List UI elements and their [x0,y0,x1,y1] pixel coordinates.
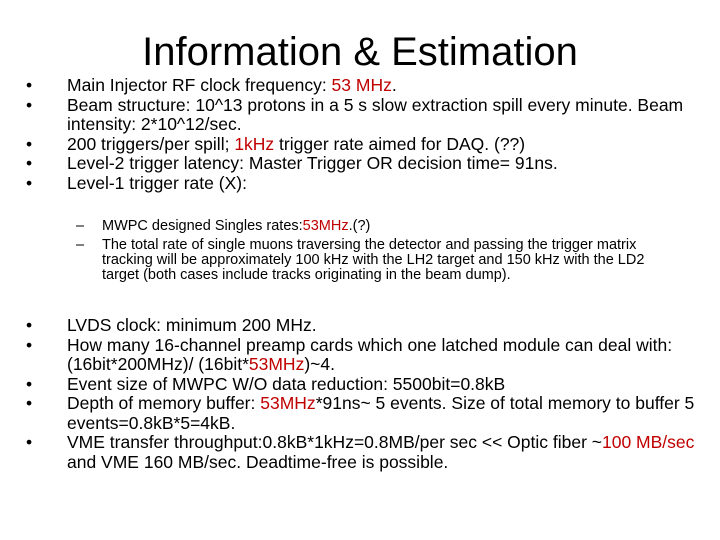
bullet-marker: • [26,315,33,335]
bullet-marker: • [26,334,33,355]
text-segment: Event size of MWPC W/O data reduction: 5500bit=0.8kB [67,373,506,394]
bullet-item [0,336,720,375]
text-segment: How many 16-channel preamp cards which one latched module can deal with: (16bit*200MHz)/ (16bit* [67,334,673,374]
bullet-text [67,134,525,154]
text-segment: MWPC designed Singles rates: [102,218,303,234]
sub-bullet-list [0,219,720,283]
text-segment: . [391,75,397,95]
text-segment: LVDS clock: minimum 200 MHz. [67,315,317,335]
bullet-item [0,96,720,135]
bullet-text [67,315,317,335]
highlight-value: 1kHz [234,133,275,154]
bullet-marker: • [26,172,33,193]
bullet-item [0,375,720,395]
bullet-text [67,75,397,95]
bullet-item [0,135,720,155]
bullet-marker: • [26,432,33,452]
sub-bullet-item [0,219,720,234]
bullet-marker: • [26,153,33,173]
text-segment: Beam structure: 10^13 protons in a 5 s slow extraction spill every minute. Beam intensity: 2*10^12/sec. [67,94,684,134]
bullet-item [0,394,720,433]
sub-bullet-marker: – [76,218,85,234]
highlight-value: 53MHz [302,218,349,234]
bullet-list-bottom [0,316,720,472]
bullet-text [67,393,694,433]
bullet-item [0,154,720,174]
bullet-text [67,153,558,173]
bullet-text [67,173,247,193]
slide-title: Information & Estimation [142,30,578,74]
bullet-list-top [0,76,720,193]
text-segment: trigger rate aimed for DAQ. (??) [274,133,526,154]
bullet-marker: • [26,75,33,95]
text-segment: 200 triggers/per spill; [67,133,235,154]
bullet-text [102,237,644,283]
bullet-marker: • [26,94,33,115]
text-segment: and VME 160 MB/sec. Deadtime-free is possible. [67,451,449,472]
highlight-value: 53MHz [260,393,316,413]
bullet-marker: • [26,133,33,154]
text-segment: *91ns~ 5 events. Size of total memory to buffer 5 events=0.8kB*5=4kB. [67,393,695,433]
text-segment: Main Injector RF clock frequency: [67,75,332,95]
highlight-value: 53 MHz [331,75,392,95]
bullet-text [67,432,694,472]
text-segment: VME transfer throughput:0.8kB*1kHz=0.8MB/per sec << Optic fiber ~ [67,432,602,452]
bullet-item [0,316,720,336]
text-segment: The total rate of single muons traversing the detector and passing the trigger matrix tracking will be approximately 100 kHz with the LH2 target and 150 kHz with the LD2 target (both cases include tracks originating in the beam dump). [102,237,645,283]
text-segment: Level-2 trigger latency: Master Trigger OR decision time= 91ns. [67,153,558,173]
bullet-text [67,335,672,375]
bullet-marker: • [26,393,33,413]
highlight-value: 100 MB/sec [602,432,695,452]
bullet-text [102,218,370,234]
highlight-value: 53MHz [248,354,305,374]
bullet-text [67,95,683,135]
sub-bullet-item [0,238,720,283]
bullet-text [67,374,505,394]
bullet-marker: • [26,373,33,394]
text-segment: .(?) [348,218,371,234]
bullet-item [0,433,720,472]
bullet-item [0,76,720,96]
text-segment: Depth of memory buffer: [67,393,261,413]
sub-bullet-marker: – [76,237,85,253]
text-segment: Level-1 trigger rate (X): [67,172,247,193]
bullet-item [0,174,720,194]
text-segment: )~4. [304,354,335,374]
